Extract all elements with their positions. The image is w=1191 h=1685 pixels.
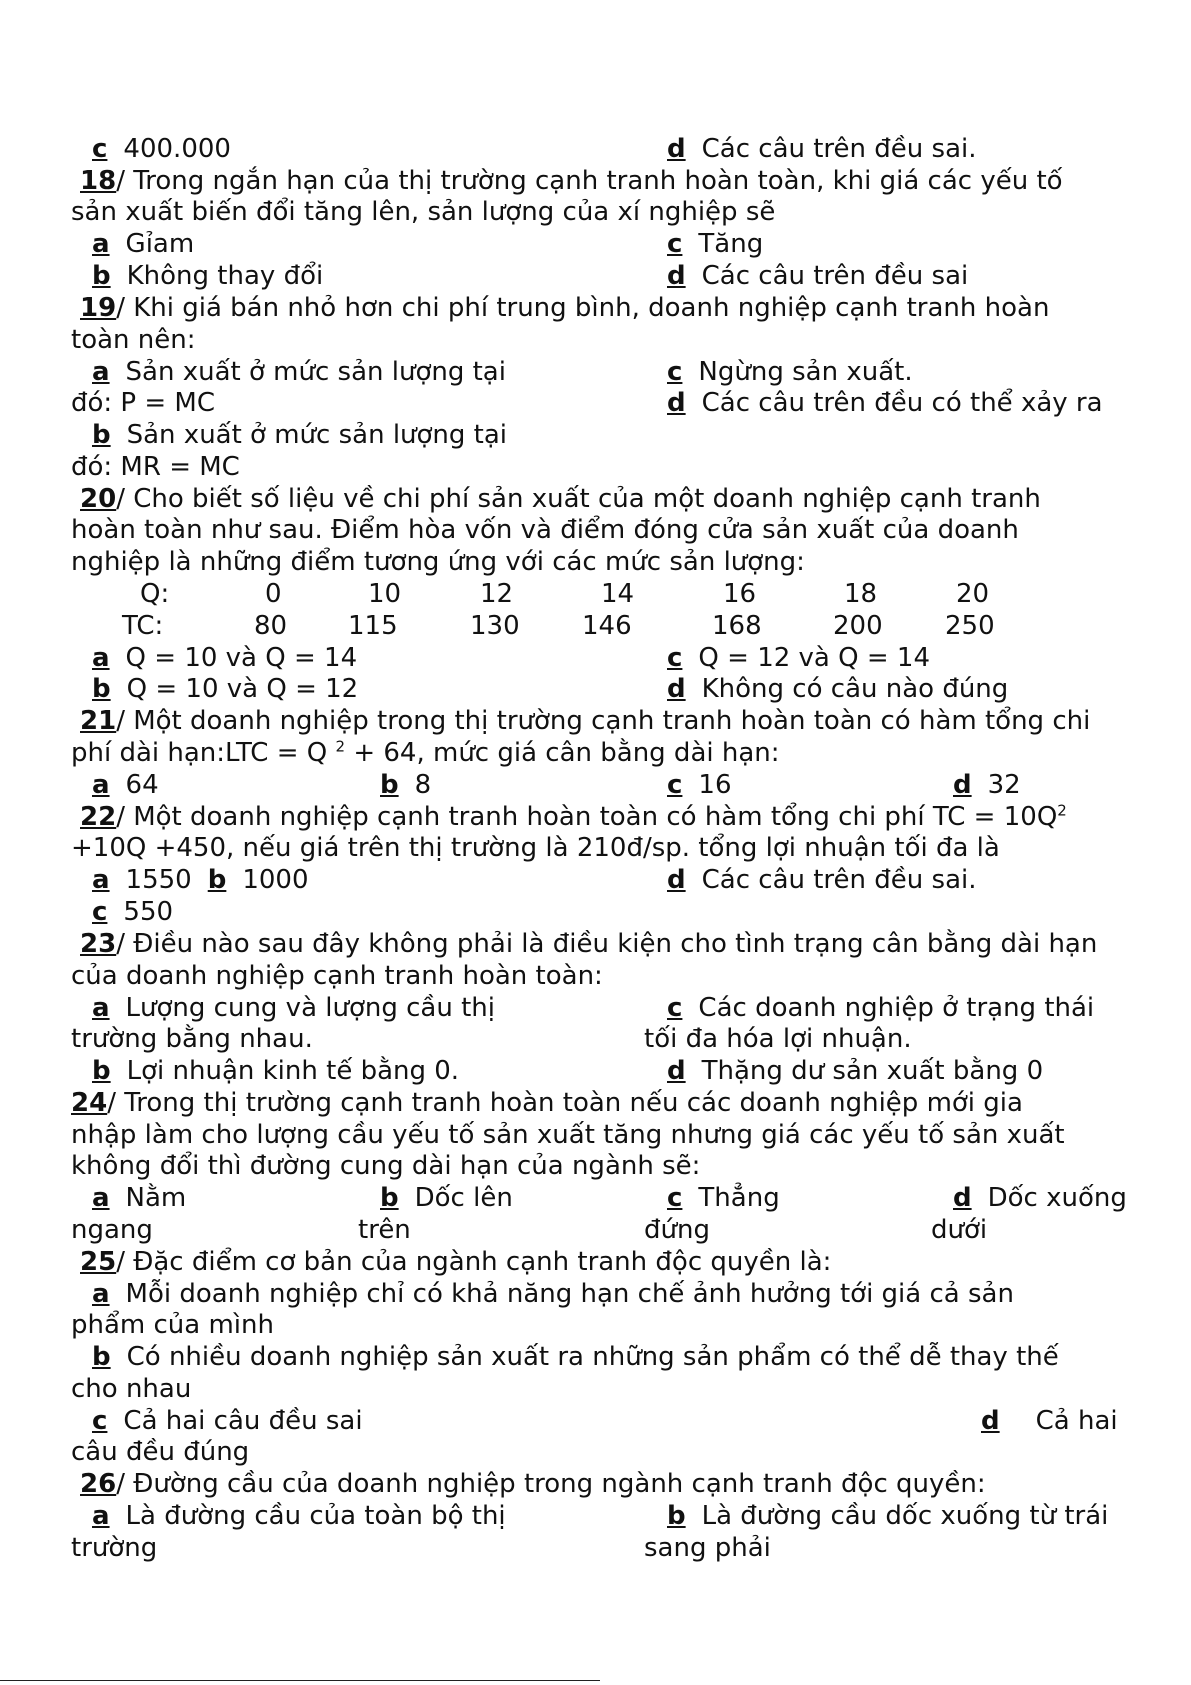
option-19b-cont: đó: MR = MC: [71, 452, 240, 482]
option-d-carry: d Các câu trên đều sai.: [667, 134, 977, 164]
question-21-line2: phí dài hạn:LTC = Q $^2$ + 64, mức giá cân bằng dài hạn:: [71, 737, 780, 768]
option-26b-cont: sang phải: [644, 1533, 771, 1563]
option-24d: d Dốc xuống: [953, 1183, 1127, 1213]
table-cell: 115: [348, 611, 398, 641]
option-22a-b: a 1550 b 1000: [92, 865, 309, 895]
option-23d: d Thặng dư sản xuất bằng 0: [667, 1056, 1044, 1086]
question-number: 24: [71, 1088, 108, 1118]
option-20a: a Q = 10 và Q = 14: [92, 643, 358, 673]
option-18c: c Tăng: [667, 229, 764, 259]
option-24c: c Thẳng: [667, 1183, 780, 1213]
option-23a: a Lượng cung và lượng cầu thị: [92, 993, 495, 1023]
option-19a: a Sản xuất ở mức sản lượng tại: [92, 357, 506, 387]
table-cell: 16: [723, 579, 757, 609]
option-20d: d Không có câu nào đúng: [667, 674, 1009, 704]
option-22d: d Các câu trên đều sai.: [667, 865, 977, 895]
question-number: 26: [80, 1469, 117, 1499]
question-number: 25: [80, 1247, 117, 1277]
option-20b: b Q = 10 và Q = 12: [92, 674, 359, 704]
question-number: 23: [80, 929, 117, 959]
question-24-line1: 24/ Trong thị trường cạnh tranh hoàn toàn nếu các doanh nghiệp mới gia: [71, 1088, 1023, 1118]
question-22-line1: 22/ Một doanh nghiệp cạnh tranh hoàn toàn có hàm tổng chi phí TC = $10Q^2$: [80, 801, 1067, 832]
table-cell: 80: [254, 611, 288, 641]
table-cell: 168: [712, 611, 762, 641]
question-22-line2: +10Q +450, nếu giá trên thị trường là 210đ/sp. tổng lợi nhuận tối đa là: [71, 833, 1000, 863]
option-25a-cont: phẩm của mình: [71, 1310, 274, 1340]
option-24b-cont: trên: [358, 1215, 411, 1245]
option-c-carry: c 400.000: [92, 134, 231, 164]
option-23b: b Lợi nhuận kinh tế bằng 0.: [92, 1056, 460, 1086]
table-cell: 12: [480, 579, 514, 609]
table-cell: 130: [470, 611, 520, 641]
option-25b-cont: cho nhau: [71, 1374, 192, 1404]
option-24a-cont: ngang: [71, 1215, 153, 1245]
question-18-line1: 18/ Trong ngắn hạn của thị trường cạnh tranh hoàn toàn, khi giá các yếu tố: [80, 166, 1063, 196]
option-23c: c Các doanh nghiệp ở trạng thái: [667, 993, 1095, 1023]
option-18b: b Không thay đổi: [92, 261, 324, 291]
option-25d-cont: câu đều đúng: [71, 1437, 250, 1467]
table-cell: 250: [945, 611, 995, 641]
option-25d: d Cả hai: [981, 1406, 1118, 1436]
question-21-line1: 21/ Một doanh nghiệp trong thị trường cạnh tranh hoàn toàn có hàm tổng chi: [80, 706, 1091, 736]
question-number: 19: [80, 293, 117, 323]
option-18d: d Các câu trên đều sai: [667, 261, 969, 291]
question-24-line2: nhập làm cho lượng cầu yếu tố sản xuất tăng nhưng giá các yếu tố sản xuất: [71, 1120, 1065, 1150]
table-cell: 18: [844, 579, 878, 609]
option-letter: d: [667, 134, 686, 164]
option-24a: a Nằm: [92, 1183, 187, 1213]
option-19d: d Các câu trên đều có thể xảy ra: [667, 388, 1103, 418]
table-cell: 200: [833, 611, 883, 641]
option-24b: b Dốc lên: [380, 1183, 513, 1213]
option-25b: b Có nhiều doanh nghiệp sản xuất ra những sản phẩm có thể dễ thay thế: [92, 1342, 1059, 1372]
table-q-label: Q:: [140, 579, 170, 609]
option-26a-cont: trường: [71, 1533, 158, 1563]
option-26a: a Là đường cầu của toàn bộ thị: [92, 1501, 506, 1531]
option-letter: c: [92, 134, 108, 164]
question-20-line3: nghiệp là những điểm tương ứng với các mức sản lượng:: [71, 547, 805, 577]
question-18-line2: sản xuất biến đổi tăng lên, sản lượng của xí nghiệp sẽ: [71, 197, 776, 227]
question-24-line3: không đổi thì đường cung dài hạn của ngành sẽ:: [71, 1151, 701, 1181]
option-24c-cont: đứng: [644, 1215, 710, 1245]
option-21b: b 8: [380, 770, 432, 800]
option-21a: a 64: [92, 770, 159, 800]
table-cell: 10: [368, 579, 402, 609]
footer-rule: [0, 1680, 600, 1681]
table-cell: 146: [582, 611, 632, 641]
option-26b: b Là đường cầu dốc xuống từ trái: [667, 1501, 1109, 1531]
question-19-line2: toàn nên:: [71, 325, 196, 355]
option-18a: a Gỉam: [92, 229, 195, 259]
option-22c: c 550: [92, 897, 174, 927]
option-25a: a Mỗi doanh nghiệp chỉ có khả năng hạn chế ảnh hưởng tới giá cả sản: [92, 1279, 1014, 1309]
question-25-line1: 25/ Đặc điểm cơ bản của ngành cạnh tranh độc quyền là:: [80, 1247, 832, 1277]
option-21c: c 16: [667, 770, 732, 800]
option-23a-cont: trường bằng nhau.: [71, 1024, 313, 1054]
question-number: 18: [80, 166, 117, 196]
question-20-line1: 20/ Cho biết số liệu về chi phí sản xuất của một doanh nghiệp cạnh tranh: [80, 484, 1041, 514]
question-23-line2: của doanh nghiệp cạnh tranh hoàn toàn:: [71, 961, 603, 991]
option-21d: d 32: [953, 770, 1021, 800]
question-number: 21: [80, 706, 117, 736]
option-20c: c Q = 12 và Q = 14: [667, 643, 930, 673]
question-23-line1: 23/ Điều nào sau đây không phải là điều kiện cho tình trạng cân bằng dài hạn: [80, 929, 1098, 959]
option-19b: b Sản xuất ở mức sản lượng tại: [92, 420, 508, 450]
question-number: 20: [80, 484, 117, 514]
question-20-line2: hoàn toàn như sau. Điểm hòa vốn và điểm đóng cửa sản xuất của doanh: [71, 515, 1019, 545]
question-number: 22: [80, 802, 117, 832]
option-19a-cont: đó: P = MC: [71, 388, 216, 418]
question-19-line1: 19/ Khi giá bán nhỏ hơn chi phí trung bình, doanh nghiệp cạnh tranh hoàn: [80, 293, 1050, 323]
option-25c: c Cả hai câu đều sai: [92, 1406, 363, 1436]
option-23c-cont: tối đa hóa lợi nhuận.: [644, 1024, 912, 1054]
option-24d-cont: dưới: [931, 1215, 988, 1245]
table-tc-label: TC:: [122, 611, 164, 641]
question-26-line1: 26/ Đường cầu của doanh nghiệp trong ngành cạnh tranh độc quyền:: [80, 1469, 986, 1499]
table-cell: 0: [265, 579, 282, 609]
option-19c: c Ngừng sản xuất.: [667, 357, 913, 387]
table-cell: 20: [956, 579, 990, 609]
table-cell: 14: [601, 579, 635, 609]
